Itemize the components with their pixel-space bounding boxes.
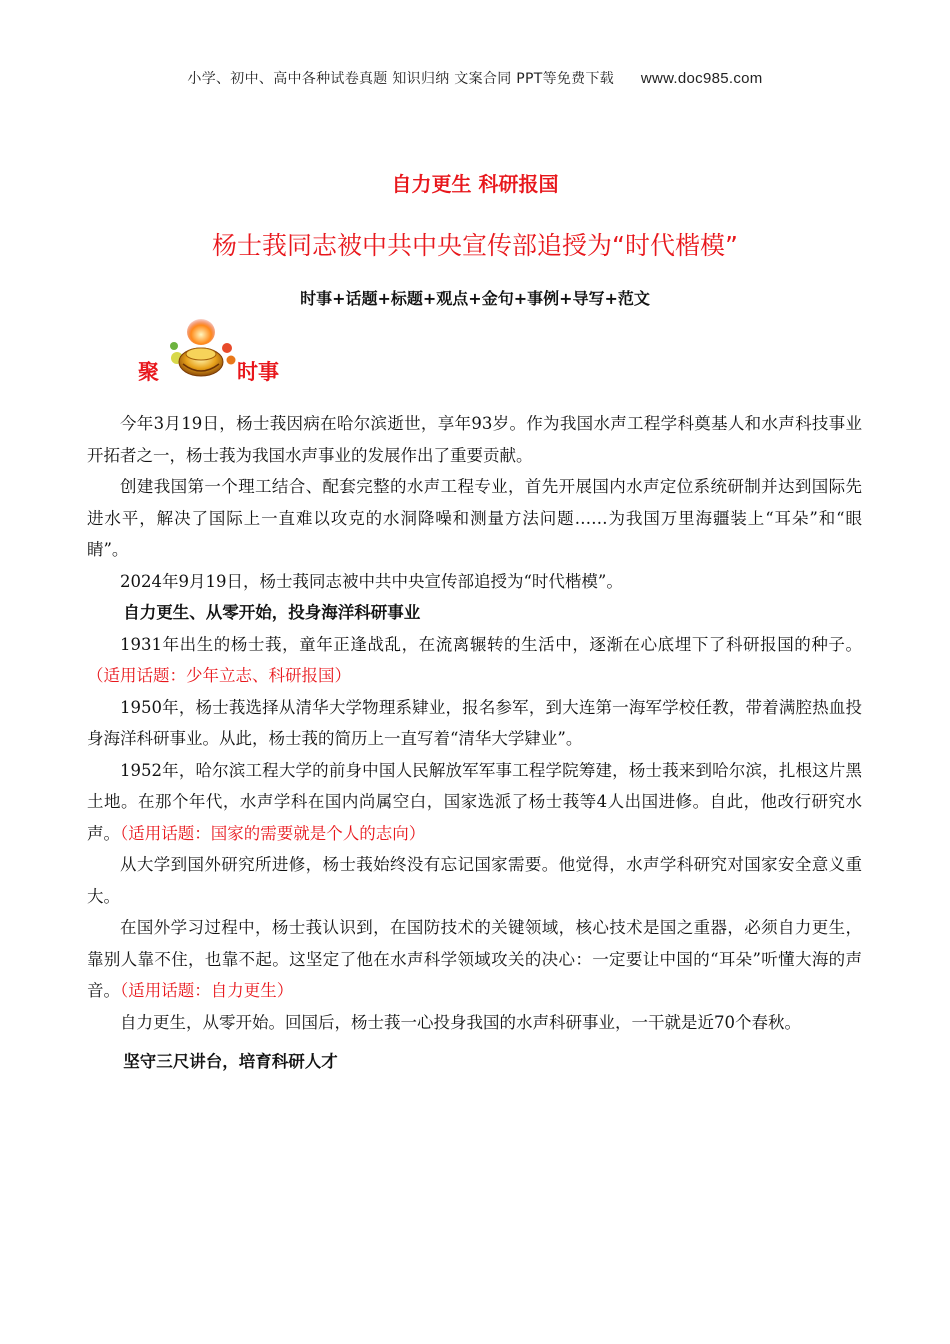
paragraph: [87, 566, 862, 598]
gold-ingot-fruit-icon: [161, 318, 237, 386]
paragraph: [87, 849, 862, 912]
paragraph-text: 今年3月19日，杨士莪因病在哈尔滨逝世，享年93岁。作为我国水声工程学科奠基人和水声科技事业开拓者之一，杨士莪为我国水声事业的发展作出了重要贡献。: [87, 414, 862, 465]
paragraph-text: 1952年，哈尔滨工程大学的前身中国人民解放军军事工程学院筹建，杨士莪来到哈尔滨，扎根这片黑土地。在那个年代，水声学科在国内尚属空白，国家选派了杨士莪等4人出国进修。自此，他改行研究水声。: [87, 760, 862, 843]
paragraph: [87, 629, 862, 692]
paragraph: [87, 408, 862, 471]
paragraph-text: 2024年9月19日，杨士莪同志被中共中央宣传部追授为“时代楷模”。: [120, 571, 623, 591]
paragraph-text: 1950年，杨士莪选择从清华大学物理系肄业，报名参军，到大连第一海军学校任教，带着满腔热血投身海洋科研事业。从此，杨士莪的简历上一直写着“清华大学肄业”。: [87, 697, 862, 748]
subsection-heading: 坚守三尺讲台，培育科研人才: [123, 1052, 338, 1071]
topic-note: （适用话题：少年立志、科研报国）: [87, 666, 351, 685]
topic-note: （适用话题：自力更生）: [120, 981, 294, 1000]
section-heading-label: 时事: [237, 360, 279, 384]
paragraph: [87, 755, 862, 850]
paragraph: [87, 1007, 862, 1039]
section-heading-char: 聚: [138, 360, 159, 384]
page-header: [0, 68, 950, 88]
paragraph: [87, 471, 862, 566]
subtitle: 时事+话题+标题+观点+金句+事例+导写+范文: [300, 289, 650, 308]
headline-title: 杨士莪同志被中共中央宣传部追授为“时代楷模”: [212, 231, 738, 260]
article-body: [87, 408, 862, 1078]
paragraph: [87, 692, 862, 755]
paragraph-text: 自力更生，从零开始。回国后，杨士莪一心投身我国的水声科研事业，一干就是近70个春秋。: [120, 1012, 801, 1032]
paragraph-text: 1931年出生的杨士莪，童年正逢战乱，在流离辗转的生活中，逐渐在心底埋下了科研报国的种子。: [120, 634, 862, 654]
topic-note: （适用话题：国家的需要就是个人的志向）: [120, 823, 426, 843]
subsection-heading: 自力更生、从零开始，投身海洋科研事业: [123, 603, 421, 622]
header-tagline: 小学、初中、高中各种试卷真题 知识归纳 文案合同 PPT等免费下载: [187, 71, 615, 87]
paragraph-text: 创建我国第一个理工结合、配套完整的水声工程专业，首先开展国内水声定位系统研制并达到国际先进水平，解决了国际上一直难以攻克的水洞降噪和测量方法问题……为我国万里海疆装上“耳朵”和“眼睛”。: [87, 477, 862, 559]
paragraph: [87, 912, 862, 1007]
section-heading-current-events: [135, 318, 355, 388]
main-title: 自力更生 科研报国: [391, 172, 559, 196]
header-url-link[interactable]: www.doc985.com: [640, 70, 763, 87]
paragraph-text: 在国外学习过程中，杨士莪认识到，在国防技术的关键领域，核心技术是国之重器，必须自力更生，靠别人靠不住，也靠不起。这坚定了他在水声科学领域攻关的决心：一定要让中国的“耳朵”听懂大海的声音。: [87, 918, 862, 1000]
paragraph-text: 从大学到国外研究所进修，杨士莪始终没有忘记国家需要。他觉得，水声学科研究对国家安全意义重大。: [87, 855, 862, 906]
